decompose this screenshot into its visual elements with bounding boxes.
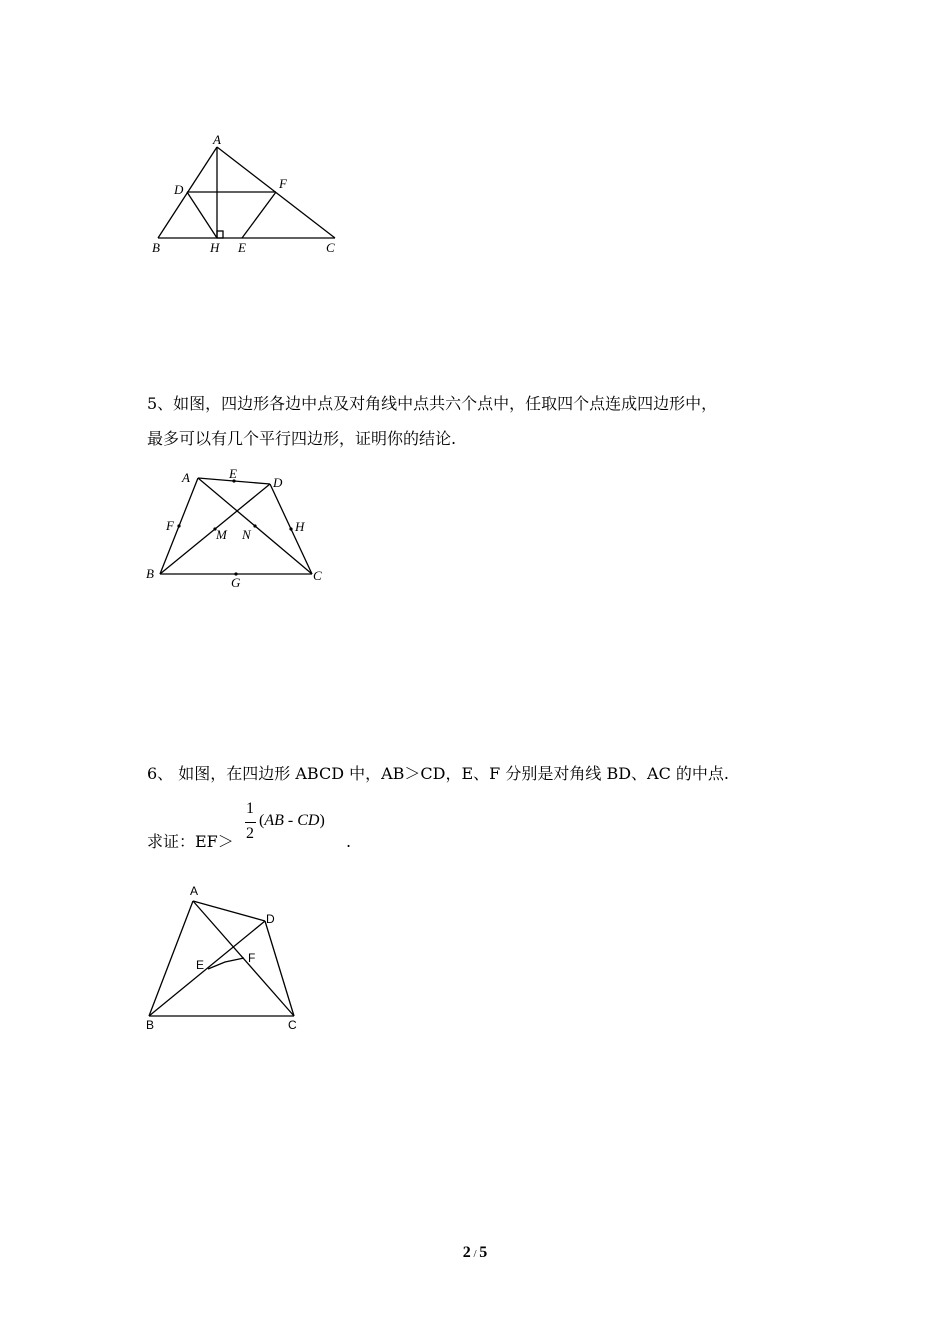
label-c: C	[313, 568, 322, 583]
figure-quadrilateral-midpoints-svg	[140, 460, 340, 590]
label-e: E	[238, 240, 246, 255]
problem-6-period: .	[346, 832, 352, 851]
label-m: M	[216, 527, 227, 542]
fraction-denominator: 2	[246, 825, 254, 842]
problem-6-prove-prefix: 求证：EF＞	[147, 832, 234, 851]
label-a: A	[182, 470, 190, 485]
figure-quadrilateral-midpoints	[140, 460, 340, 590]
label-b: B	[146, 566, 154, 581]
page-number	[0, 1244, 950, 1262]
fraction-bar	[245, 822, 256, 823]
label-d: D	[174, 182, 184, 197]
label-f: F	[279, 176, 287, 191]
label-e: E	[229, 466, 237, 481]
figure-quadrilateral-ef	[140, 880, 320, 1040]
label-f: F	[166, 518, 174, 533]
page-total: 5	[479, 1244, 488, 1261]
fraction-difference	[259, 812, 325, 830]
label-e: E	[196, 958, 205, 972]
label-g: G	[231, 575, 241, 590]
label-f: F	[248, 951, 256, 965]
label-a: A	[190, 884, 199, 898]
label-c: C	[288, 1018, 297, 1032]
page-current: 2	[462, 1244, 471, 1261]
label-d: D	[266, 912, 275, 926]
paren-close: )	[319, 812, 325, 829]
label-h: H	[295, 519, 305, 534]
fraction-numerator: 1	[246, 800, 254, 817]
expr-ab: AB	[264, 812, 284, 829]
expr-minus: -	[283, 812, 298, 829]
label-h: H	[210, 240, 220, 255]
paren-open: (	[259, 812, 265, 829]
problem-5-line-2: 最多可以有几个平行四边形，证明你的结论.	[147, 429, 457, 448]
label-b: B	[152, 240, 160, 255]
page-separator: /	[470, 1248, 480, 1260]
figure-triangle-abc-svg	[140, 130, 360, 260]
label-b: B	[146, 1018, 155, 1032]
label-n: N	[242, 527, 251, 542]
figure-quadrilateral-ef-svg	[140, 880, 320, 1040]
figure-triangle-abc	[140, 130, 360, 260]
problem-6-line-1: 6、 如图，在四边形 ABCD 中，AB＞CD，E、F 分别是对角线 BD、AC 的中点.	[147, 764, 730, 783]
label-d: D	[273, 475, 283, 490]
label-a: A	[213, 132, 221, 147]
problem-5-line-1: 5、如图，四边形各边中点及对角线中点共六个点中，任取四个点连成四边形中，	[147, 394, 718, 413]
expr-cd: CD	[297, 812, 320, 829]
label-c: C	[326, 240, 335, 255]
